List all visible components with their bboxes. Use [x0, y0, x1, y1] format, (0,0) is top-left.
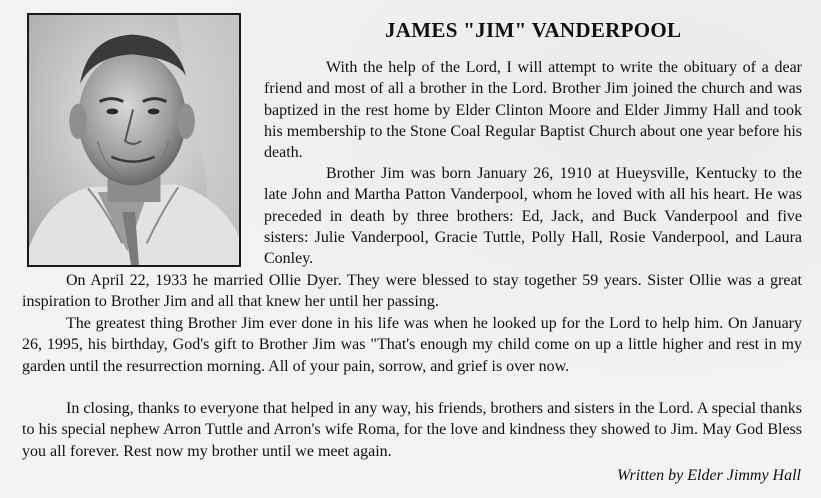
paragraph-marriage: On April 22, 1933 he married Ollie Dyer. They were blessed to stay together 59 years. Sister Ollie was a great inspiration to Brother Jim and all that knew her until her passing. [22, 272, 802, 311]
paragraph-passing: The greatest thing Brother Jim ever done in his life was when he looked up for the Lord to help him. On January 26, 1995, his birthday, God's gift to Brother Jim was "That's enough my child come on up a little higher and rest in my garden until the resurrection morning. All of your pain, sorrow, and grief is over now. [22, 315, 802, 375]
portrait-photo [27, 13, 241, 267]
portrait-image [29, 15, 239, 265]
obituary-title: JAMES "JIM" VANDERPOOL [385, 18, 682, 42]
signature: Written by Elder Jimmy Hall [617, 467, 801, 484]
paragraph-intro: With the help of the Lord, I will attempt to write the obituary of a dear friend and most of all a brother in the Lord. Brother Jim joined the church and was baptized in the rest home by Elder Clinton Moore and Elder Jimmy Hall and took his membership to the Stone Coal Regular Baptist Church about one year before his death. [264, 59, 802, 162]
paragraph-birth: Brother Jim was born January 26, 1910 at Hueysville, Kentucky to the late John and Martha Patton Vanderpool, whom he loved with all his heart. He was preceded in death by three brothers: Ed, Jack, and Buck Vanderpool and five sisters: Julie Vanderpool, Gracie Tuttle, Polly Hall, Rosie Vanderpool, and Laura Conley. [264, 165, 802, 268]
paragraph-closing: In closing, thanks to everyone that helped in any way, his friends, brothers and sisters in the Lord. A special thanks to his special nephew Arron Tuttle and Arron's wife Roma, for the love and kindness they showed to Jim. May God Bless you all forever. Rest now my brother until we meet again. [22, 400, 802, 460]
